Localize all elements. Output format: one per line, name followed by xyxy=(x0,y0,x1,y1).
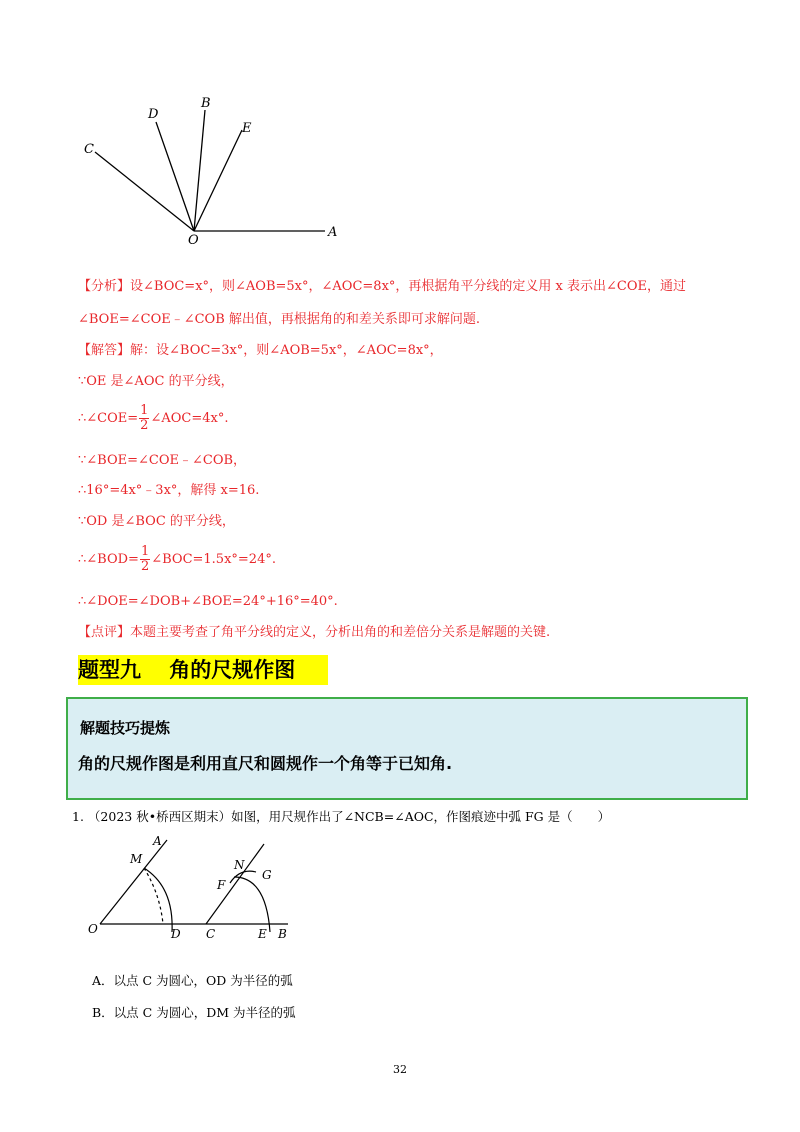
solution-text-1: 解：设∠BOC=3x°，则∠AOB=5x°，∠AOC=8x°， xyxy=(130,343,443,358)
ray-oc xyxy=(95,152,194,231)
solution-line-6: ∵OD 是∠BOC 的平分线， xyxy=(78,514,235,529)
label-d: D xyxy=(171,927,181,941)
question-number: 1. xyxy=(72,809,84,824)
tips-body: 角的尺规作图是利用直尺和圆规作一个角等于已知角. xyxy=(78,754,453,773)
label-f: F xyxy=(217,878,226,892)
page-number: 32 xyxy=(393,1063,407,1076)
section-heading: 题型九 角的尺规作图 xyxy=(78,655,328,685)
ray-od xyxy=(156,122,194,231)
construction-figure xyxy=(82,832,302,942)
solution-line-2: ∵OE 是∠AOC 的平分线， xyxy=(78,374,234,389)
analysis-line-2: ∠BOE=∠COE﹣∠COB 解出值，再根据角的和差关系即可求解问题. xyxy=(78,312,481,327)
question-1 xyxy=(72,807,610,825)
solution-line-8: ∴∠DOE=∠DOB+∠BOE=24°+16°=40°. xyxy=(78,594,338,609)
label-c: C xyxy=(206,927,216,941)
ray-cn xyxy=(206,844,264,924)
label-o: O xyxy=(88,922,98,936)
label-g: G xyxy=(262,868,272,882)
analysis-text-1: 设∠BOC=x°，则∠AOB=5x°，∠AOC=8x°，再根据角平分线的定义用 x 表示出∠COE，通过 xyxy=(130,279,686,294)
tips-box xyxy=(66,697,748,800)
comment-text: 本题主要考查了角平分线的定义，分析出角的和差倍分关系是解题的关键. xyxy=(130,625,551,640)
label-m: M xyxy=(130,852,143,866)
solution-line-1 xyxy=(78,342,443,360)
analysis-line-1 xyxy=(78,278,686,296)
label-e: E xyxy=(258,927,267,941)
solution-line-7: ∴∠BOD= $\frac{1}{2}$ ∠BOC=1.5x°=24°. xyxy=(78,544,276,574)
solution-tag: 【解答】 xyxy=(78,343,131,358)
label-d: D xyxy=(148,107,159,122)
label-b: B xyxy=(201,96,211,111)
question-text: （2023 秋•桥西区期末）如图，用尺规作出了∠NCB=∠AOC，作图痕迹中弧 FG 是（ ） xyxy=(87,809,611,824)
arc-md-dashed xyxy=(144,868,163,924)
label-a: A xyxy=(328,225,338,240)
comment-tag: 【点评】 xyxy=(78,625,131,640)
arc-md xyxy=(144,868,172,932)
fraction-one-half: $\frac{1}{2}$ xyxy=(140,403,149,433)
label-a: A xyxy=(153,834,162,848)
label-n: N xyxy=(234,858,245,872)
label-c: C xyxy=(84,142,94,157)
solution-line-3: ∴∠COE= $\frac{1}{2}$ ∠AOC=4x°. xyxy=(78,403,229,433)
ray-ob xyxy=(194,110,205,231)
solution-line-4: ∵∠BOE=∠COE﹣∠COB， xyxy=(78,453,247,468)
tips-title: 解题技巧提炼 xyxy=(80,719,171,737)
option-a[interactable]: A．以点 C 为圆心，OD 为半径的弧 xyxy=(92,973,293,988)
angle-rays-figure xyxy=(70,90,360,250)
comment-line xyxy=(78,624,550,642)
option-b[interactable]: B．以点 C 为圆心，DM 为半径的弧 xyxy=(92,1005,296,1020)
analysis-tag: 【分析】 xyxy=(78,279,131,294)
label-b: B xyxy=(278,927,287,941)
solution-line-5: ∴16°=4x°﹣3x°，解得 x=16. xyxy=(78,483,260,498)
fraction-one-half: $\frac{1}{2}$ xyxy=(140,544,150,574)
label-e: E xyxy=(242,121,252,136)
label-o: O xyxy=(188,233,199,248)
